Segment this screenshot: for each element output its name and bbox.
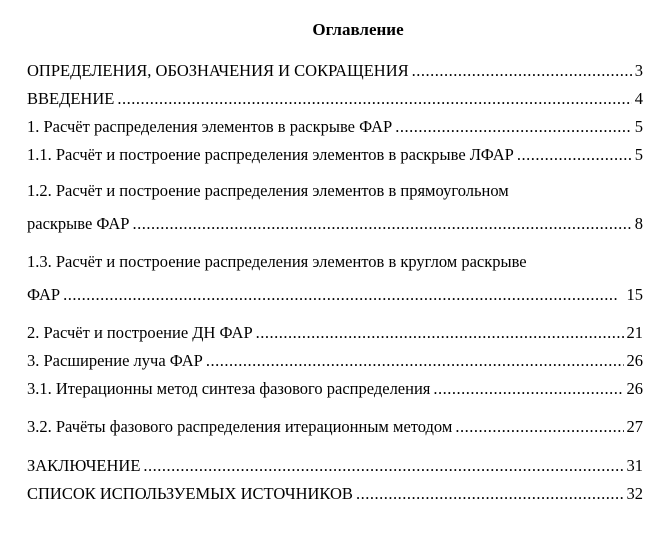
- toc-leader-dots: [63, 285, 616, 305]
- toc-page-number: 8: [634, 214, 643, 233]
- toc-page-number: 32: [626, 484, 643, 503]
- toc-page-number: 3: [634, 61, 643, 80]
- toc-entry-text: 2. Расчёт и построение ДН ФАР: [27, 323, 253, 342]
- toc-leader-dots: [395, 117, 632, 137]
- toc-leader-dots: [117, 89, 631, 109]
- toc-entry-text: ЗАКЛЮЧЕНИЕ: [27, 456, 141, 475]
- toc-entry-section-1-1: [27, 145, 643, 165]
- toc-page-number: 4: [634, 89, 643, 108]
- toc-entry-text: СПИСОК ИСПОЛЬЗУЕМЫХ ИСТОЧНИКОВ: [27, 484, 353, 503]
- toc-page-number: 5: [634, 145, 643, 164]
- toc-leader-dots: [517, 145, 632, 165]
- toc-leader-dots: [356, 484, 624, 504]
- toc-entry-definitions: [27, 61, 643, 81]
- toc-page-number: 15: [626, 285, 643, 304]
- toc-leader-dots: [143, 456, 623, 476]
- toc-entry-section-2: [27, 323, 643, 343]
- toc-entry-text-line1: 1.3. Расчёт и построение распределения элементов в круглом раскрыве: [27, 252, 527, 271]
- toc-entry-section-3: [27, 351, 643, 371]
- toc-leader-dots: [206, 351, 624, 371]
- toc-page-number: 31: [626, 456, 643, 475]
- toc-page-number: 26: [626, 351, 643, 370]
- toc-entry-text-line2: раскрыве ФАР: [27, 214, 130, 233]
- toc-entry-text: ОПРЕДЕЛЕНИЯ, ОБОЗНАЧЕНИЯ И СОКРАЩЕНИЯ: [27, 61, 409, 80]
- toc-page-number: 26: [626, 379, 643, 398]
- toc-entry-section-3-2: [27, 417, 643, 437]
- toc-leader-dots: [412, 61, 632, 81]
- toc-leader-dots: [433, 379, 623, 399]
- toc-leader-dots: [256, 323, 624, 343]
- toc-title: Оглавление: [312, 20, 404, 39]
- toc-entry-section-1: [27, 117, 643, 137]
- toc-entry-text: 3. Расширение луча ФАР: [27, 351, 203, 370]
- toc-entry-text: 1.1. Расчёт и построение распределения элементов в раскрыве ЛФАР: [27, 145, 514, 164]
- toc-entry-text-line1: 1.2. Расчёт и построение распределения элементов в прямоугольном: [27, 181, 509, 200]
- toc-entry-introduction: [27, 89, 643, 109]
- toc-entry-section-3-1: [27, 379, 643, 399]
- toc-page-number: 27: [626, 417, 643, 436]
- toc-entry-conclusion: [27, 456, 643, 476]
- toc-leader-dots: [455, 417, 623, 437]
- toc-page-number: 5: [634, 117, 643, 136]
- toc-entry-section-1-2: [27, 181, 643, 234]
- toc-entry-section-1-3: [27, 252, 643, 305]
- toc-entry-references: [27, 484, 643, 504]
- toc-leader-dots: [132, 214, 631, 234]
- toc-entry-text: 1. Расчёт распределения элементов в раскрыве ФАР: [27, 117, 393, 136]
- toc-entry-text: 3.2. Рачёты фазового распределения итерационным методом: [27, 417, 453, 436]
- toc-entry-text-line2: ФАР: [27, 285, 61, 304]
- toc-entry-text: ВВЕДЕНИЕ: [27, 89, 115, 108]
- toc-page-number: 21: [626, 323, 643, 342]
- toc-entry-text: 3.1. Итерационны метод синтеза фазового распределения: [27, 379, 431, 398]
